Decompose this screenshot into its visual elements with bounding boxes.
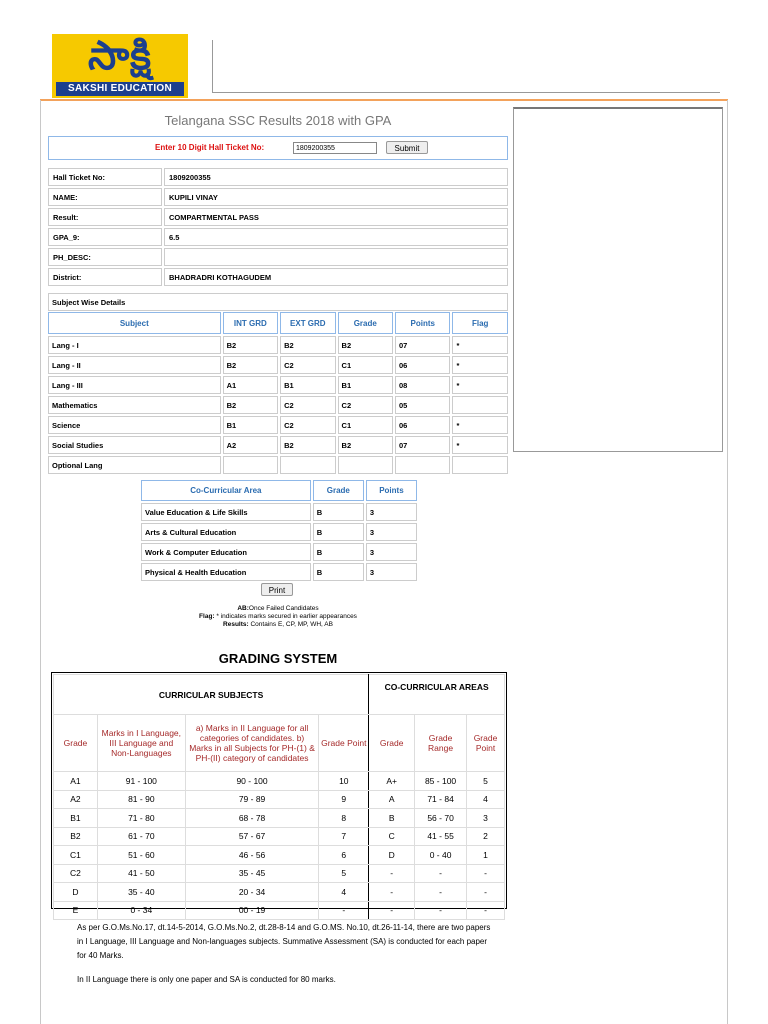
grading-cell: - <box>467 864 505 883</box>
cocurricular-cell: Arts & Cultural Education <box>141 523 311 541</box>
cocurricular-column-header: Co-Curricular Area <box>141 480 311 501</box>
student-info-table <box>46 166 510 288</box>
grading-row <box>54 809 505 828</box>
subject-cell: B2 <box>280 436 335 454</box>
cocurricular-cell: 3 <box>366 543 417 561</box>
grading-cell: 5 <box>467 772 505 791</box>
subject-column-header: Points <box>395 312 450 334</box>
grading-cell: C1 <box>54 846 98 865</box>
grading-row <box>54 901 505 920</box>
subject-cell: B1 <box>223 416 278 434</box>
info-label: NAME: <box>48 188 162 206</box>
subject-column-header: INT GRD <box>223 312 278 334</box>
info-label: District: <box>48 268 162 286</box>
subject-row <box>48 416 508 434</box>
grading-cell: A1 <box>54 772 98 791</box>
subject-cell: 06 <box>395 416 450 434</box>
grading-cell: 4 <box>319 883 369 902</box>
note-line <box>120 613 436 621</box>
subject-cell: B2 <box>338 436 393 454</box>
subject-cell: 06 <box>395 356 450 374</box>
subject-cell: 07 <box>395 336 450 354</box>
hall-ticket-input[interactable] <box>293 142 377 154</box>
subject-cell: * <box>452 436 508 454</box>
subject-cell: Lang - III <box>48 376 221 394</box>
grading-table <box>53 674 505 920</box>
grading-row <box>54 864 505 883</box>
subject-cell: B2 <box>280 336 335 354</box>
subject-cell <box>395 456 450 474</box>
grading-cell: 35 - 40 <box>97 883 185 902</box>
page-title: Telangana SSC Results 2018 with GPA <box>164 113 392 128</box>
cocurricular-cell: Value Education & Life Skills <box>141 503 311 521</box>
grading-subheader: Grade <box>369 715 415 772</box>
grading-cell: 10 <box>319 772 369 791</box>
grading-cell: 6 <box>319 846 369 865</box>
subject-cell <box>338 456 393 474</box>
subject-cell <box>452 396 508 414</box>
subject-cell: B2 <box>223 356 278 374</box>
subject-cell: C2 <box>280 416 335 434</box>
subject-cell: Lang - II <box>48 356 221 374</box>
subject-column-header: EXT GRD <box>280 312 335 334</box>
cocurricular-row <box>141 523 417 541</box>
cocurricular-cell: B <box>313 563 364 581</box>
cocurricular-header: CO-CURRICULAR AREAS <box>369 675 505 715</box>
cocurricular-column-header: Grade <box>313 480 364 501</box>
header-divider <box>212 40 213 92</box>
subject-cell: Lang - I <box>48 336 221 354</box>
subject-cell: Mathematics <box>48 396 221 414</box>
subject-column-header: Flag <box>452 312 508 334</box>
subject-cell <box>280 456 335 474</box>
grading-cell: B2 <box>54 827 98 846</box>
subject-row <box>48 456 508 474</box>
sakshi-logo[interactable] <box>52 34 188 98</box>
subject-cell: B2 <box>223 396 278 414</box>
grading-cell: 9 <box>319 790 369 809</box>
grading-cell: 2 <box>467 827 505 846</box>
curricular-header: CURRICULAR SUBJECTS <box>54 675 369 715</box>
subject-cell: 05 <box>395 396 450 414</box>
grading-cell: - <box>369 901 415 920</box>
grading-row <box>54 790 505 809</box>
info-label: Result: <box>48 208 162 226</box>
grading-row <box>54 772 505 791</box>
cocurricular-cell: B <box>313 543 364 561</box>
subject-cell: B2 <box>338 336 393 354</box>
grading-cell: 20 - 34 <box>185 883 319 902</box>
logo-text: SAKSHI EDUCATION <box>56 82 184 96</box>
grading-subheader: Grade Point <box>319 715 369 772</box>
info-row <box>48 208 508 226</box>
cocurricular-cell: 3 <box>366 503 417 521</box>
subject-cell: 08 <box>395 376 450 394</box>
info-row <box>48 188 508 206</box>
info-value <box>164 248 508 266</box>
grading-title: GRADING SYSTEM <box>218 651 338 666</box>
subject-cell: * <box>452 356 508 374</box>
note-key: Results: <box>223 621 249 628</box>
grading-cell: - <box>415 864 467 883</box>
info-row <box>48 248 508 266</box>
grading-row <box>54 846 505 865</box>
subject-section-title: Subject Wise Details <box>48 293 508 311</box>
subject-cell: B1 <box>338 376 393 394</box>
grading-cell: E <box>54 901 98 920</box>
grading-cell: 71 - 80 <box>97 809 185 828</box>
grading-subheader: Marks in I Language, III Language and Non-Languages <box>97 715 185 772</box>
logo-script: సాక్షి <box>87 33 153 79</box>
info-value: 6.5 <box>164 228 508 246</box>
legend-notes <box>120 605 436 629</box>
grading-subheader: Grade <box>54 715 98 772</box>
grading-cell: A2 <box>54 790 98 809</box>
grading-cell: 00 - 19 <box>185 901 319 920</box>
grading-cell: 4 <box>467 790 505 809</box>
content-left-border <box>40 100 41 1024</box>
grading-cell: 0 - 34 <box>97 901 185 920</box>
subject-cell: Optional Lang <box>48 456 221 474</box>
grading-cell: D <box>369 846 415 865</box>
info-value: COMPARTMENTAL PASS <box>164 208 508 226</box>
note-paragraph: In II Language there is only one paper and SA is conducted for 80 marks. <box>77 975 336 984</box>
grading-cell: - <box>369 883 415 902</box>
grading-cell: - <box>467 901 505 920</box>
content-right-border <box>727 100 728 1024</box>
subject-cell: C1 <box>338 356 393 374</box>
grading-cell: 91 - 100 <box>97 772 185 791</box>
grading-cell: 41 - 50 <box>97 864 185 883</box>
note-paragraph: As per G.O.Ms.No.17, dt.14-5-2014, G.O.Ms.No.2, dt.28-8-14 and G.O.MS. No.10, dt.26-11-14, there are two papers in I Language, III Language and Non-languages subjects. Summative Assessment (SA) is conducted for each paper for 40 Marks. <box>77 923 491 960</box>
grading-subheader: Grade Range <box>415 715 467 772</box>
note-key: Flag: <box>199 613 215 620</box>
subject-cell: * <box>452 336 508 354</box>
grading-cell: 90 - 100 <box>185 772 319 791</box>
grading-cell: 35 - 45 <box>185 864 319 883</box>
grading-cell: 68 - 78 <box>185 809 319 828</box>
subject-row <box>48 336 508 354</box>
subject-table <box>46 310 510 476</box>
grading-cell: 85 - 100 <box>415 772 467 791</box>
subject-cell: C2 <box>280 396 335 414</box>
grading-cell: 8 <box>319 809 369 828</box>
grading-cell: 41 - 55 <box>415 827 467 846</box>
note-line <box>120 621 436 629</box>
grading-cell: A <box>369 790 415 809</box>
grading-cell: 71 - 84 <box>415 790 467 809</box>
grading-cell: 61 - 70 <box>97 827 185 846</box>
subject-cell: Science <box>48 416 221 434</box>
subject-row <box>48 436 508 454</box>
grading-subheader: a) Marks in II Language for all categories of candidates. b) Marks in all Subjects for PH-(1) & PH-(II) category of candidates <box>185 715 319 772</box>
info-row <box>48 268 508 286</box>
grading-cell: B1 <box>54 809 98 828</box>
grading-cell: 0 - 40 <box>415 846 467 865</box>
grading-cell: - <box>319 901 369 920</box>
note-text: Contains E, CP, MP, WH, AB <box>248 621 333 628</box>
grading-cell: - <box>415 883 467 902</box>
subject-cell: C1 <box>338 416 393 434</box>
print-button[interactable]: Print <box>261 583 293 596</box>
info-row <box>48 168 508 186</box>
note-text: * indicates marks secured in earlier appearances <box>214 613 357 620</box>
subject-cell: C2 <box>280 356 335 374</box>
subject-column-header: Grade <box>338 312 393 334</box>
subject-cell <box>452 456 508 474</box>
grading-cell: A+ <box>369 772 415 791</box>
cocurricular-cell: B <box>313 503 364 521</box>
note-text: Once Failed Candidates <box>248 605 319 612</box>
subject-cell: * <box>452 376 508 394</box>
grading-cell: 3 <box>467 809 505 828</box>
grading-cell: 56 - 70 <box>415 809 467 828</box>
grading-cell: 1 <box>467 846 505 865</box>
subject-row <box>48 356 508 374</box>
cocurricular-cell: B <box>313 523 364 541</box>
grading-cell: B <box>369 809 415 828</box>
cocurricular-cell: 3 <box>366 523 417 541</box>
info-label: GPA_9: <box>48 228 162 246</box>
grading-subheader: Grade Point <box>467 715 505 772</box>
grading-cell: - <box>369 864 415 883</box>
grading-cell: 46 - 56 <box>185 846 319 865</box>
grading-cell: 81 - 90 <box>97 790 185 809</box>
subject-cell: C2 <box>338 396 393 414</box>
cocurricular-table <box>139 478 419 583</box>
grading-row <box>54 883 505 902</box>
grading-cell: - <box>415 901 467 920</box>
note-line <box>120 605 436 613</box>
header-rule <box>212 92 720 93</box>
subject-cell: Social Studies <box>48 436 221 454</box>
grading-cell: D <box>54 883 98 902</box>
header-accent-line <box>40 99 728 101</box>
grading-cell: 79 - 89 <box>185 790 319 809</box>
grading-cell: 5 <box>319 864 369 883</box>
subject-cell: * <box>452 416 508 434</box>
subject-cell: 07 <box>395 436 450 454</box>
subject-row <box>48 396 508 414</box>
grading-cell: C <box>369 827 415 846</box>
subject-cell: B2 <box>223 336 278 354</box>
ticket-label: Enter 10 Digit Hall Ticket No: <box>155 143 265 152</box>
info-value: 1809200355 <box>164 168 508 186</box>
cocurricular-row <box>141 543 417 561</box>
cocurricular-cell: Work & Computer Education <box>141 543 311 561</box>
grading-cell: 57 - 67 <box>185 827 319 846</box>
subject-cell: A2 <box>223 436 278 454</box>
cocurricular-cell: 3 <box>366 563 417 581</box>
subject-cell: B1 <box>280 376 335 394</box>
subject-row <box>48 376 508 394</box>
info-row <box>48 228 508 246</box>
subject-cell: A1 <box>223 376 278 394</box>
grading-cell: - <box>467 883 505 902</box>
ticket-form <box>48 136 508 160</box>
subject-column-header: Subject <box>48 312 221 334</box>
grading-cell: C2 <box>54 864 98 883</box>
submit-button[interactable]: Submit <box>386 141 428 154</box>
subject-cell <box>223 456 278 474</box>
grading-table-frame <box>51 672 507 916</box>
info-label: PH_DESC: <box>48 248 162 266</box>
sidebar-panel <box>513 107 723 452</box>
cocurricular-column-header: Points <box>366 480 417 501</box>
cocurricular-cell: Physical & Health Education <box>141 563 311 581</box>
grading-row <box>54 827 505 846</box>
cocurricular-row <box>141 563 417 581</box>
grading-cell: 7 <box>319 827 369 846</box>
info-value: KUPILI VINAY <box>164 188 508 206</box>
info-value: BHADRADRI KOTHAGUDEM <box>164 268 508 286</box>
note-key: AB: <box>237 605 249 612</box>
cocurricular-row <box>141 503 417 521</box>
info-label: Hall Ticket No: <box>48 168 162 186</box>
grading-cell: 51 - 60 <box>97 846 185 865</box>
